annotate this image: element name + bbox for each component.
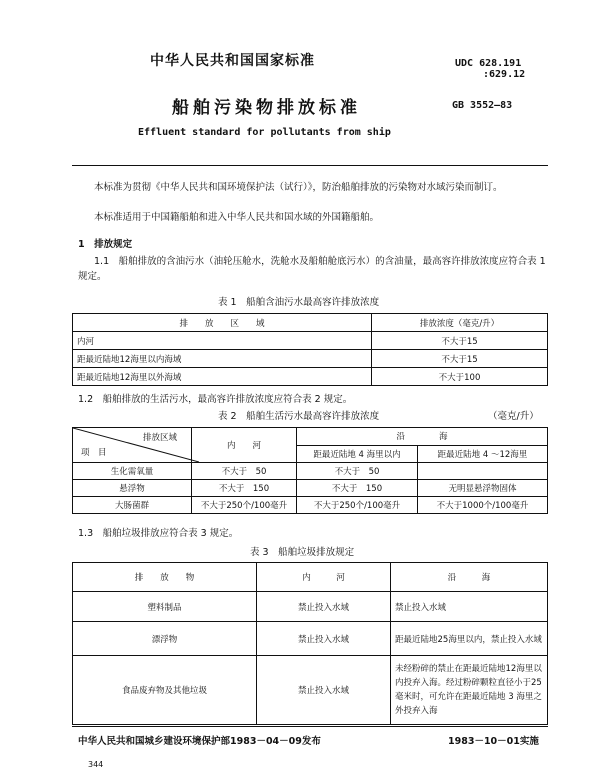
udc-code <box>455 58 525 80</box>
table1-header-area: 排 放 区 域 <box>73 314 372 332</box>
table-row <box>73 592 548 622</box>
table-row <box>73 368 548 386</box>
table2-sea-a: 不大于 50 <box>297 463 418 480</box>
clause-1-3: 1.3 船舶垃圾排放应符合表 3 规定。 <box>78 528 239 539</box>
clause-1-2: 1.2 船舶排放的生活污水，最高容许排放浓度应符合表 2 规定。 <box>78 394 353 405</box>
table-row <box>73 622 548 656</box>
table-row <box>73 463 548 480</box>
table3 <box>72 562 548 725</box>
document-title: 船舶污染物排放标准 <box>172 98 361 118</box>
corner-top-label: 排放区域 <box>142 433 177 443</box>
udc-line1: UDC 628.191 <box>455 58 522 69</box>
table3-header-sea: 沿 海 <box>391 563 548 592</box>
table2-item: 悬浮物 <box>73 480 192 497</box>
table1-area: 距最近陆地12海里以外海域 <box>73 368 372 386</box>
table3-sea: 距最近陆地25海里以内，禁止投入水域 <box>391 622 548 656</box>
issuer: 中华人民共和国城乡建设环境保护部1983－04－09发布 <box>78 736 321 747</box>
table2-river: 不大于 50 <box>192 463 297 480</box>
table1-value: 不大于15 <box>372 350 548 368</box>
intro-paragraph-2: 本标准适用于中国籍船舶和进入中华人民共和国水域的外国籍船舶。 <box>94 212 380 223</box>
table2-caption: 表 2 船舶生活污水最高容许排放浓度 <box>218 411 380 422</box>
page-number: 344 <box>88 760 104 769</box>
table2-river: 不大于250个/100毫升 <box>192 497 297 514</box>
table2-header-river: 内 河 <box>192 428 297 463</box>
header-rule <box>72 165 548 166</box>
table3-river: 禁止投入水域 <box>257 656 391 725</box>
table3-header-river: 内 河 <box>257 563 391 592</box>
table3-item: 食品废弃物及其他垃圾 <box>73 656 257 725</box>
standard-org-title: 中华人民共和国国家标准 <box>150 53 315 69</box>
table1-area: 距最近陆地12海里以内海域 <box>73 350 372 368</box>
table2-unit: （毫克/升） <box>488 411 539 422</box>
table3-header-item: 排 放 物 <box>73 563 257 592</box>
intro-paragraph-1: 本标准为贯彻《中华人民共和国环境保护法（试行）》，防治船舶排放的污染物对水域污染而制订。 <box>94 182 503 193</box>
clause-1-1: 1.1 船舶排放的含油污水（油轮压舱水，洗舱水及船舶舱底污水）的含油量，最高容许排放浓度应符合表 1 规定。 <box>78 256 546 282</box>
table3-sea: 未经粉碎的禁止在距最近陆地12海里以内投弃入海。经过粉碎颗粒直径小于25毫米时，可允许在距最近陆地 3 海里之外投弃入海 <box>391 656 548 725</box>
table1-header-value: 排放浓度（毫克/升） <box>372 314 548 332</box>
effective-date: 1983－10－01实施 <box>448 736 539 747</box>
table-row <box>73 480 548 497</box>
section-heading: 1 排放规定 <box>78 239 133 250</box>
table3-item: 漂浮物 <box>73 622 257 656</box>
table2-header-sea: 沿 海 <box>297 428 548 446</box>
table1 <box>72 313 548 386</box>
table2-item: 生化需氧量 <box>73 463 192 480</box>
table3-sea: 禁止投入水域 <box>391 592 548 622</box>
table1-value: 不大于15 <box>372 332 548 350</box>
table3-river: 禁止投入水域 <box>257 592 391 622</box>
english-title: Effluent standard for pollutants from ship <box>138 127 391 138</box>
table-row <box>73 350 548 368</box>
table2-sea-b: 不大于1000个/100毫升 <box>418 497 548 514</box>
table1-value: 不大于100 <box>372 368 548 386</box>
table2-corner <box>73 428 192 463</box>
table3-river: 禁止投入水域 <box>257 622 391 656</box>
table1-caption: 表 1 船舶含油污水最高容许排放浓度 <box>218 297 380 308</box>
corner-bottom-label: 项 目 <box>81 448 107 458</box>
table2-sea-b: 无明显悬浮物固体 <box>418 480 548 497</box>
table2-header-sea-a: 距最近陆地 4 海里以内 <box>297 445 418 463</box>
table2-header-sea-b: 距最近陆地 4 ～12海里 <box>418 445 548 463</box>
gb-number: GB 3552—83 <box>452 100 513 111</box>
table2-item: 大肠菌群 <box>73 497 192 514</box>
table2-river: 不大于 150 <box>192 480 297 497</box>
udc-line2: :629.12 <box>483 69 526 80</box>
table2 <box>72 427 548 514</box>
table3-item: 塑料制品 <box>73 592 257 622</box>
table1-area: 内河 <box>73 332 372 350</box>
table2-sea-b <box>418 463 548 480</box>
table2-sea-a: 不大于 150 <box>297 480 418 497</box>
table-row <box>73 656 548 725</box>
footer-rule <box>72 726 548 727</box>
table3-caption: 表 3 船舶垃圾排放规定 <box>250 547 355 558</box>
table-row <box>73 497 548 514</box>
table-row <box>73 332 548 350</box>
table2-sea-a: 不大于250个/100毫升 <box>297 497 418 514</box>
